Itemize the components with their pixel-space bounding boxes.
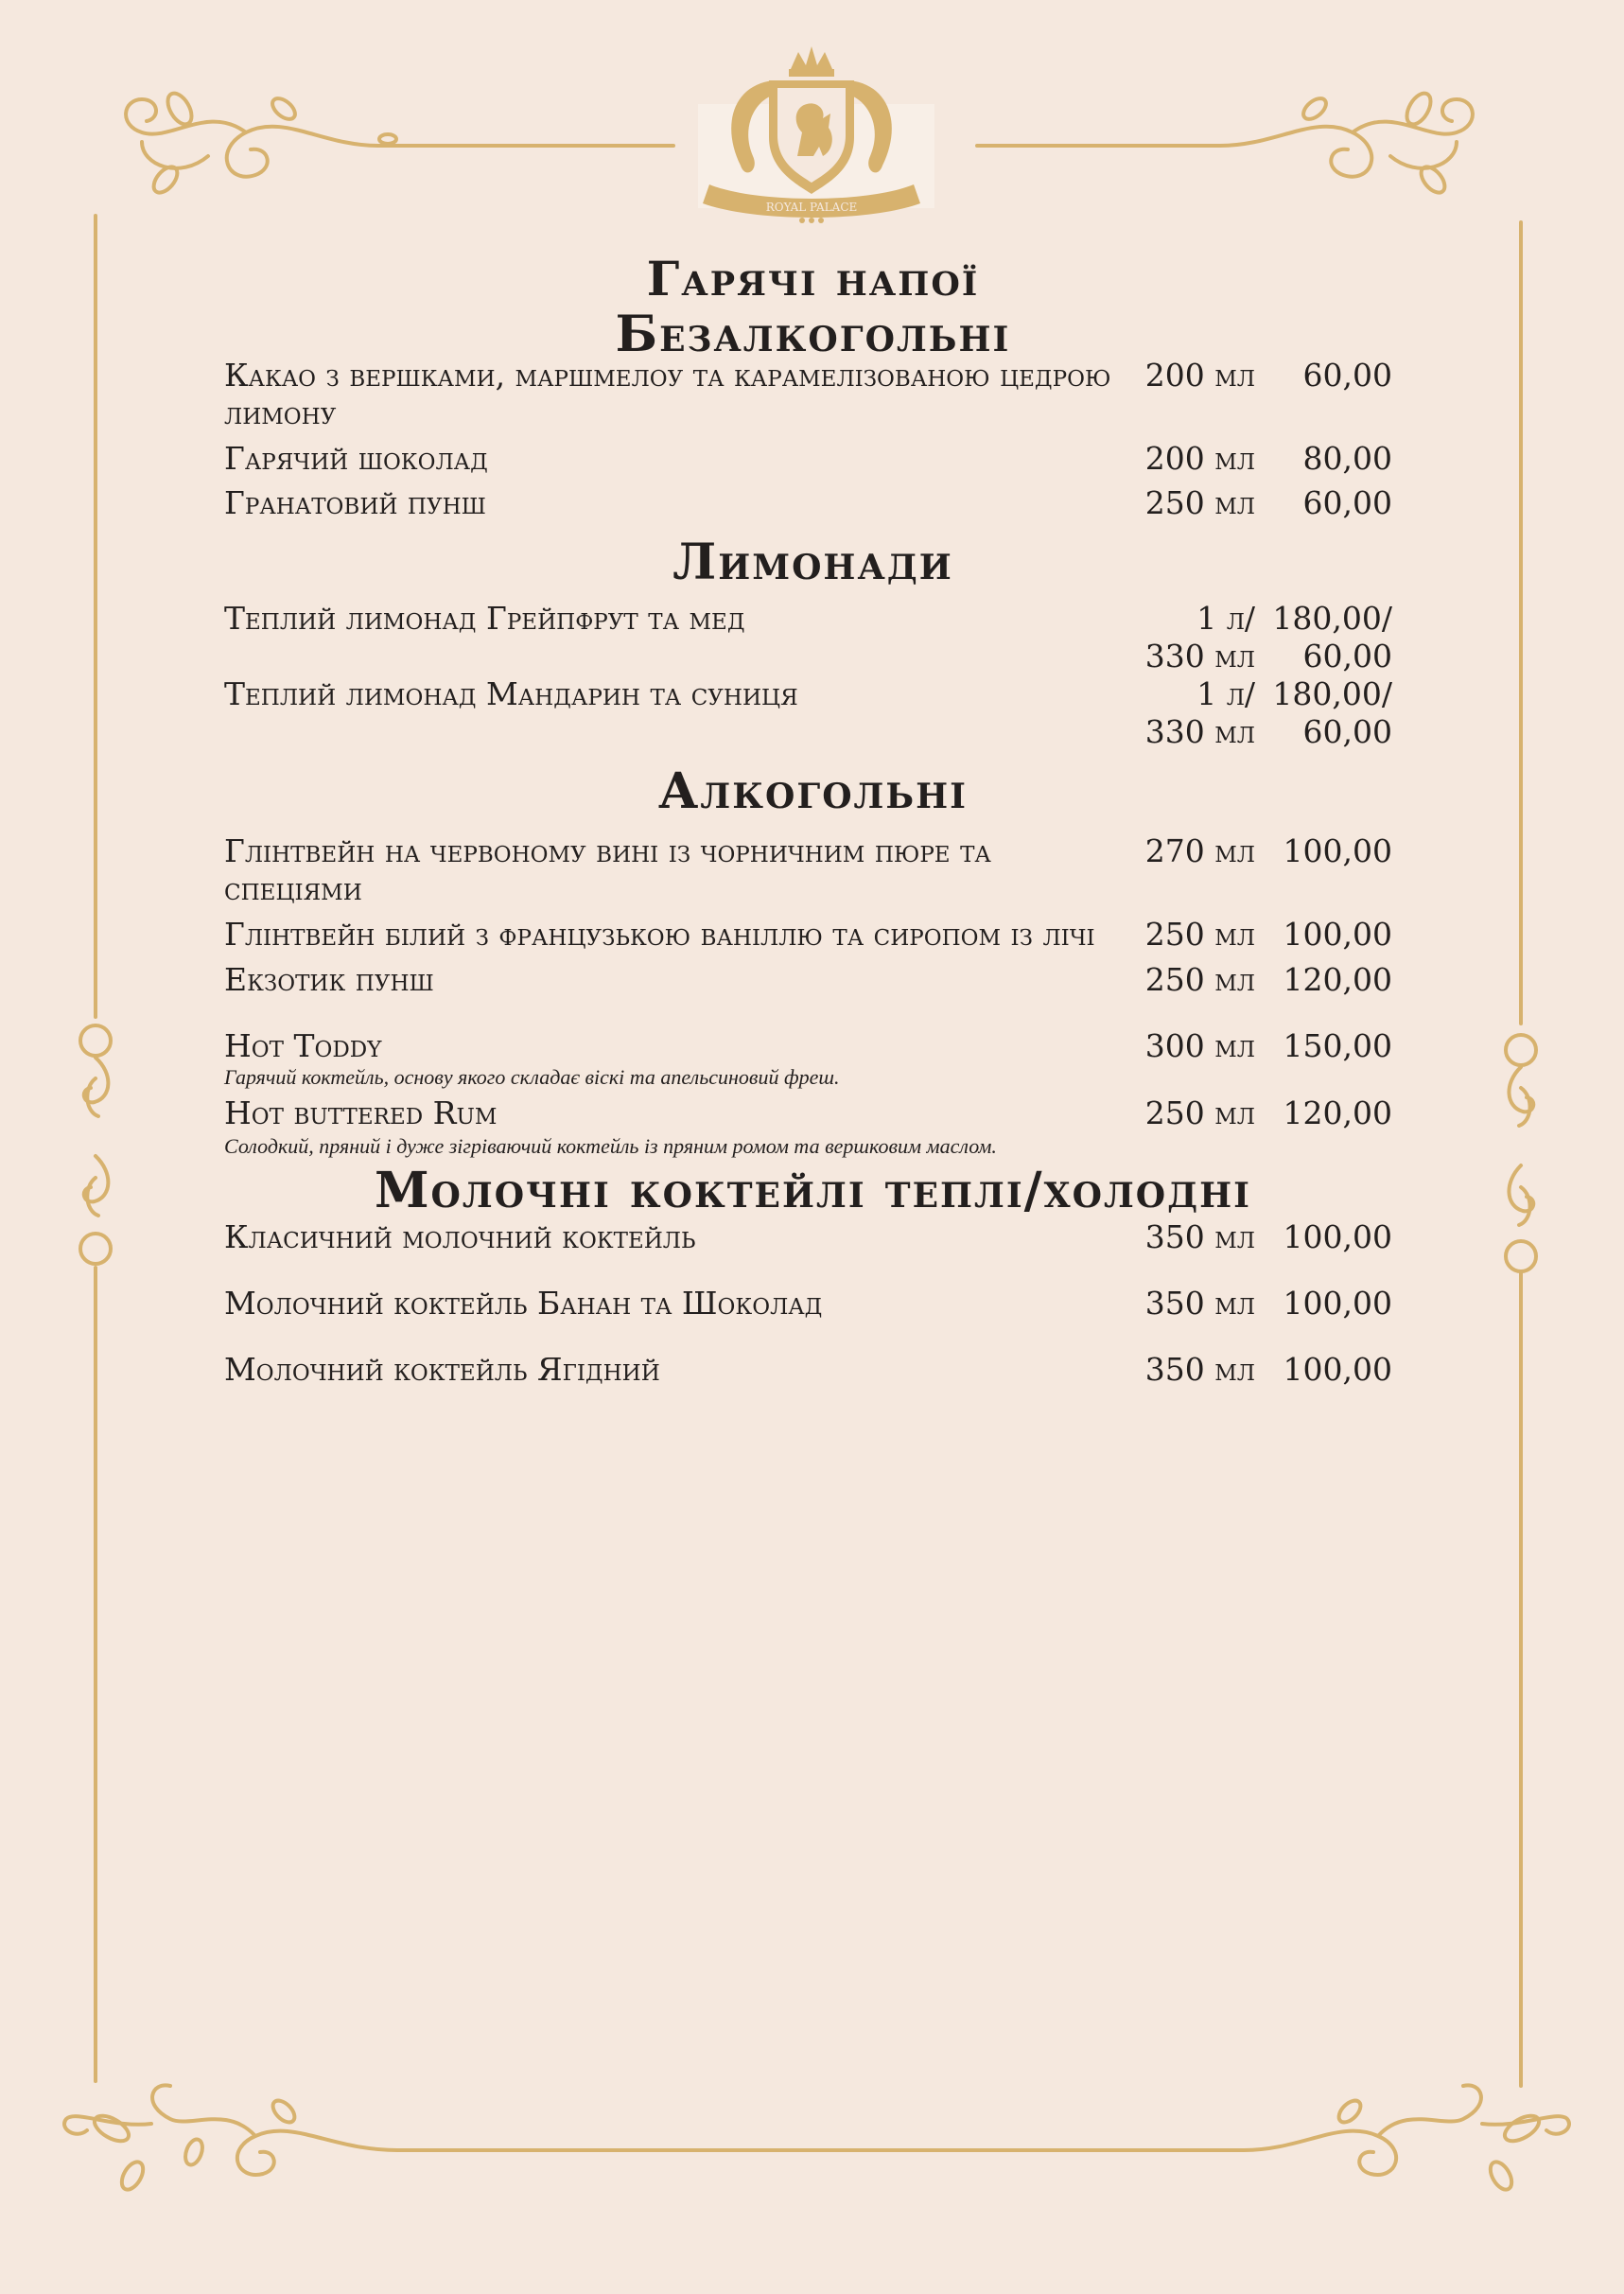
flourish-bottom-right-icon — [1244, 2085, 1569, 2193]
item-name: Молочний коктейль Банан та Шоколад — [224, 1285, 823, 1322]
menu-item — [224, 1027, 1402, 1065]
flourish-bottom-left-icon — [64, 2085, 397, 2193]
section-title: Алкогольні — [658, 762, 968, 820]
crest-logo — [698, 46, 934, 223]
item-volume: 250 мл — [1144, 1094, 1255, 1131]
item-volume: 350 мл — [1144, 1351, 1255, 1388]
section-title: Безалкогольні — [615, 306, 1011, 363]
item-name: Класичний молочний коктейль — [224, 1218, 696, 1255]
item-volume: 200 мл — [1144, 440, 1255, 477]
menu-title: Гарячі напої — [646, 251, 980, 306]
menu-item — [224, 1285, 1402, 1322]
item-description: Солодкий, пряний і дуже зігріваючий коктейль із пряним ромом та вершковим маслом. — [224, 1134, 997, 1158]
menu-section — [224, 762, 1402, 1162]
menu-item — [224, 357, 1402, 432]
menu-content — [224, 251, 1402, 1389]
menu-item — [224, 675, 1402, 751]
item-price: 180,00/ 60,00 — [1272, 675, 1392, 750]
item-name: Глінтвейн на червоному вині із чорничним пюре та спеціями — [224, 832, 991, 907]
item-price: 100,00 — [1283, 832, 1392, 869]
item-volume: 300 мл — [1144, 1027, 1255, 1064]
item-name: Глінтвейн білий з французькою ваніллю та сиропом із лічі — [224, 916, 1095, 953]
item-volume: 250 мл — [1144, 961, 1255, 998]
section-title: Лимонади — [672, 534, 953, 591]
item-price: 60,00 — [1302, 357, 1392, 394]
item-name: Какао з вершками, маршмелоу та карамелізованою цедрою лимону — [224, 357, 1111, 431]
item-volume: 250 мл — [1144, 484, 1255, 521]
menu-item — [224, 600, 1402, 675]
menu-item — [224, 1218, 1402, 1256]
item-name: Гранатовий пунш — [224, 484, 486, 521]
menu-section — [224, 534, 1402, 751]
menu-item — [224, 1094, 1402, 1132]
item-volume: 1 л/ 330 мл — [1144, 600, 1255, 674]
item-volume: 350 мл — [1144, 1218, 1255, 1255]
item-name: Гарячий шоколад — [224, 440, 488, 477]
menu-item — [224, 1351, 1402, 1389]
item-price: 60,00 — [1302, 484, 1392, 521]
menu-section — [224, 1162, 1402, 1389]
flourish-top-right-icon — [1220, 89, 1473, 197]
item-price: 100,00 — [1283, 1351, 1392, 1388]
flourish-top-left-icon — [126, 89, 396, 197]
item-price: 100,00 — [1283, 916, 1392, 953]
menu-item — [224, 484, 1402, 522]
item-volume: 270 мл — [1144, 832, 1255, 869]
item-volume: 1 л/ 330 мл — [1144, 675, 1255, 750]
item-volume: 200 мл — [1144, 357, 1255, 394]
item-price: 100,00 — [1283, 1218, 1392, 1255]
menu-item — [224, 440, 1402, 478]
item-price: 100,00 — [1283, 1285, 1392, 1322]
menu-item — [224, 832, 1402, 908]
item-description: Гарячий коктейль, основу якого складає віскі та апельсиновий фреш. — [224, 1065, 840, 1089]
menu-item — [224, 916, 1402, 954]
item-price: 120,00 — [1283, 1094, 1392, 1131]
item-name: Hot buttered Rum — [224, 1094, 498, 1131]
item-name: Теплий лимонад Мандарин та суниця — [224, 675, 798, 712]
item-name: Молочний коктейль Ягідний — [224, 1351, 660, 1388]
item-price: 80,00 — [1302, 440, 1392, 477]
item-price: 150,00 — [1283, 1027, 1392, 1064]
menu-item — [224, 961, 1402, 999]
crest-banner-text: ROYAL PALACE — [765, 201, 858, 214]
item-volume: 350 мл — [1144, 1285, 1255, 1322]
item-name: Hot Toddy — [224, 1027, 382, 1064]
section-title: Молочні коктейлі теплі/холодні — [374, 1162, 1252, 1219]
item-volume: 250 мл — [1144, 916, 1255, 953]
scroll-ornament-left-icon — [80, 1025, 111, 1264]
item-name: Екзотик пунш — [224, 961, 434, 998]
item-price: 180,00/ 60,00 — [1272, 600, 1392, 674]
item-price: 120,00 — [1283, 961, 1392, 998]
scroll-ornament-right-icon — [1506, 1035, 1536, 1271]
menu-section — [224, 306, 1402, 522]
item-name: Теплий лимонад Грейпфрут та мед — [224, 600, 745, 637]
